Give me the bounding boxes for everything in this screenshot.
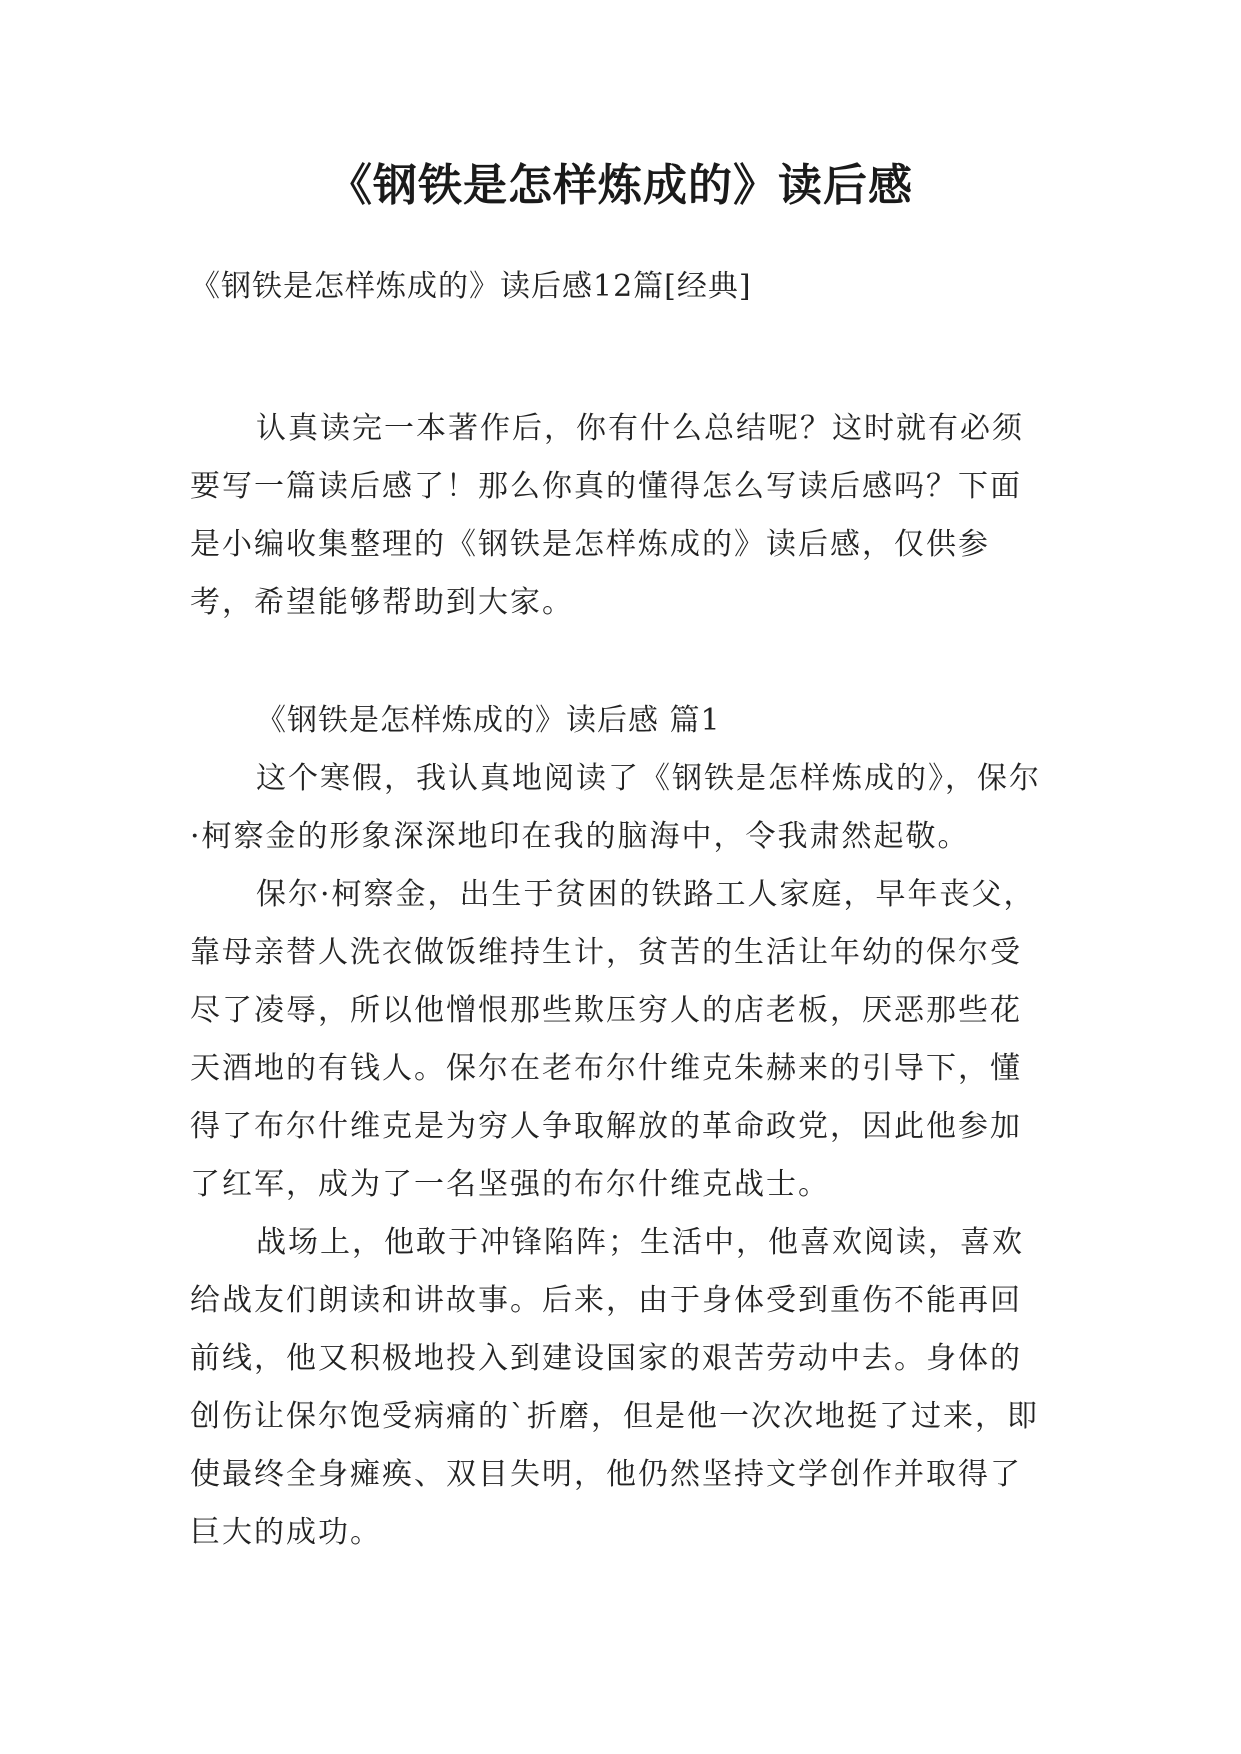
intro-paragraph: 认真读完一本著作后，你有什么总结呢？这时就有必须要写一篇读后感了！那么你真的懂得怎么写读后感吗？下面是小编收集整理的《钢铁是怎样炼成的》读后感，仅供参考，希望能够帮助到大家。 <box>190 411 1024 620</box>
document-title: 《钢铁是怎样炼成的》读后感 <box>328 160 913 211</box>
body-paragraph: 这个寒假，我认真地阅读了《钢铁是怎样炼成的》，保尔·柯察金的形象深深地印在我的脑海中，令我肃然起敬。 <box>190 761 1041 854</box>
body-paragraph: 保尔·柯察金，出生于贫困的铁路工人家庭，早年丧父，靠母亲替人洗衣做饭维持生计，贫苦的生活让年幼的保尔受尽了凌辱，所以他憎恨那些欺压穷人的店老板，厌恶那些花天酒地的有钱人。保尔在老布尔什维克朱赫来的引导下，懂得了布尔什维克是为穷人争取解放的革命政党，因此他参加了红军，成为了一名坚强的布尔什维克战士。 <box>190 877 1036 1202</box>
essay-section <box>190 692 1050 1562</box>
document-subtitle: 《钢铁是怎样炼成的》读后感12篇[经典] <box>190 269 752 304</box>
body-paragraph: 战场上，他敢于冲锋陷阵；生活中，他喜欢阅读，喜欢给战友们朗读和讲故事。后来，由于身体受到重伤不能再回前线，他又积极地投入到建设国家的艰苦劳动中去。身体的创伤让保尔饱受病痛的`折磨，但是他一次次地挺了过来，即使最终全身瘫痪、双目失明，他仍然坚持文学创作并取得了巨大的成功。 <box>190 1225 1039 1550</box>
section-heading: 《钢铁是怎样炼成的》读后感 篇1 <box>256 703 721 738</box>
intro-section <box>190 400 1050 632</box>
